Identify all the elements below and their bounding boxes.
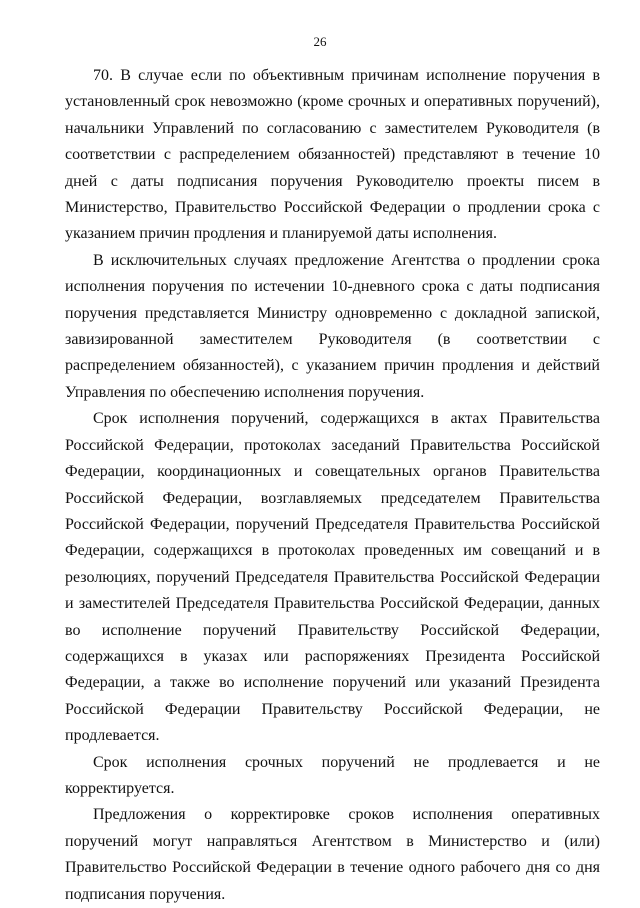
paragraph-exceptional-cases: В исключительных случаях предложение Агентства о продлении срока исполнения поручения по истечении 10-дневного срока с даты подписания поручения представляется Министру одновременно с докладной запиской, завизированной заместителем Руководителя (в соответствии с распределением обязанностей), с указанием причин продления и действий Управления по обеспечению исполнения поручения. bbox=[65, 251, 600, 401]
paragraph-operational-orders-adjustment: Предложения о корректировке сроков исполнения оперативных поручений могут направляться Агентством в Министерство и (или) Правительство Российской Федерации в течение одного рабочего дня со дня подписания поручения. bbox=[65, 806, 600, 903]
paragraph-urgent-orders: Срок исполнения срочных поручений не продлевается и не корректируется. bbox=[65, 753, 600, 797]
page-number: 26 bbox=[313, 34, 327, 49]
paragraph-government-acts-deadline: Срок исполнения поручений, содержащихся в актах Правительства Российской Федерации, протоколах заседаний Правительства Российской Федерации, координационных и совещательных органов Правительства Российской Федерации, возглавляемых председателем Правительства Российской Федерации, поручений Председателя Правительства Российской Федерации, содержащихся в протоколах проведенных им совещаний и в резолюциях, поручений Председателя Правительства Российской Федерации и заместителей Председателя Правительства Российской Федерации, данных во исполнение поручений Правительству Российской Федерации, содержащихся в указах или распоряжениях Президента Российской Федерации, а также во исполнение поручений или указаний Президента Российской Федерации Правительству Российской Федерации, не продлевается. bbox=[65, 410, 600, 745]
document-body bbox=[65, 63, 600, 908]
paragraph-70-extension-request: 70. В случае если по объективным причинам исполнение поручения в установленный срок невозможно (кроме срочных и оперативных поручений), начальники Управлений по согласованию с заместителем Руководителя (в соответствии с распределением обязанностей) представляют в течение 10 дней с даты подписания поручения Руководителю проекты писем в Министерство, Правительство Российской Федерации о продлении срока с указанием причин продления и планируемой даты исполнения. bbox=[65, 67, 600, 243]
